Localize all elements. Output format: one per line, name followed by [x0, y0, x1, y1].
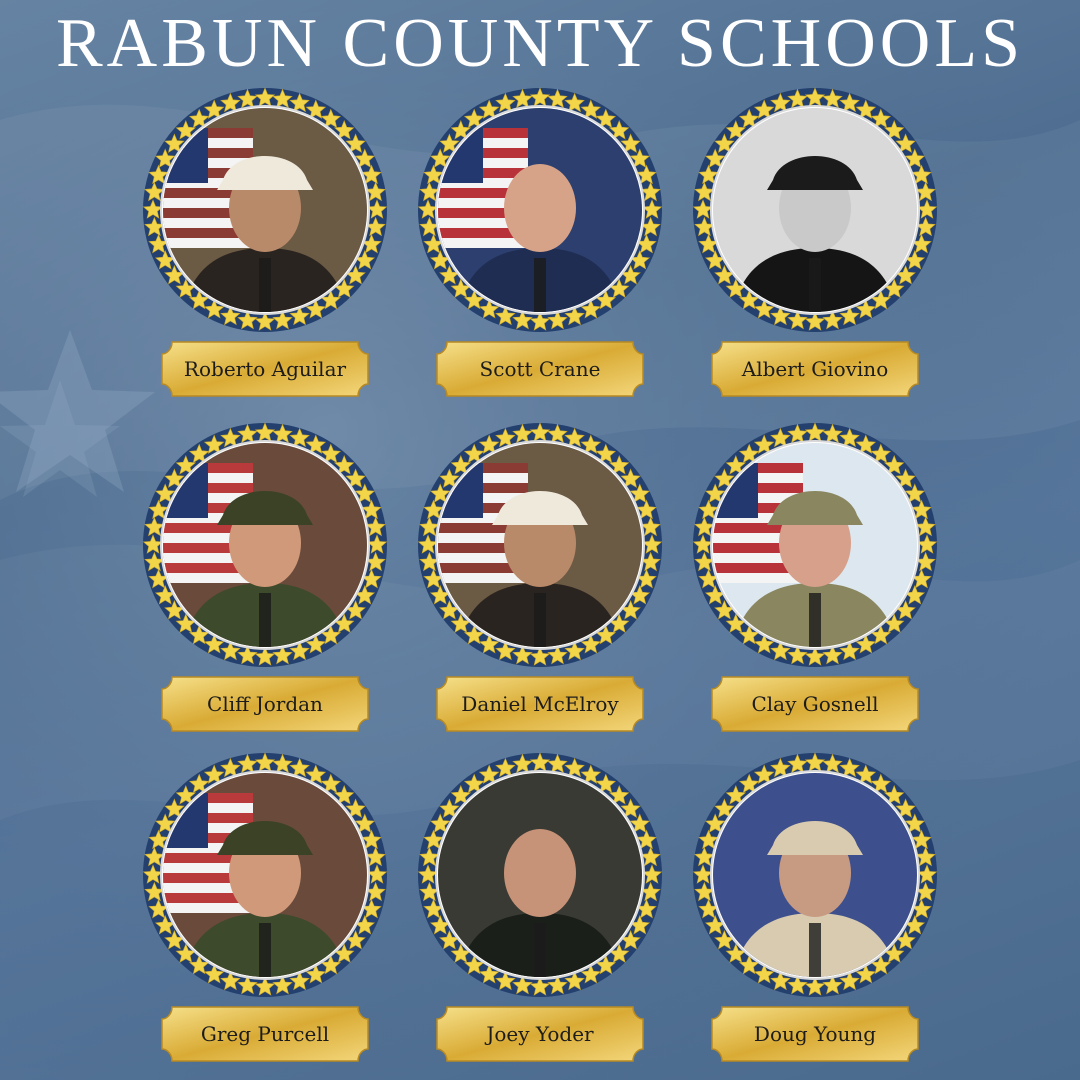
veteran-card — [685, 85, 945, 415]
nameplate — [710, 340, 920, 398]
veteran-name: Doug Young — [753, 1022, 877, 1046]
veteran-name: Roberto Aguilar — [183, 357, 347, 381]
star-medal-frame — [140, 750, 390, 1000]
veteran-card — [685, 420, 945, 750]
nameplate — [160, 1005, 370, 1063]
veteran-name: Scott Crane — [479, 357, 601, 381]
veteran-name: Cliff Jordan — [207, 692, 323, 716]
star-medal-frame — [690, 85, 940, 335]
nameplate — [710, 1005, 920, 1063]
veteran-name: Joey Yoder — [486, 1022, 594, 1046]
star-medal-frame — [140, 85, 390, 335]
nameplate — [435, 1005, 645, 1063]
nameplate — [710, 675, 920, 733]
veteran-name: Albert Giovino — [741, 357, 889, 381]
veteran-photo — [163, 773, 367, 977]
veteran-card — [135, 85, 395, 415]
veteran-name: Daniel McElroy — [461, 692, 619, 716]
veteran-card — [410, 85, 670, 415]
nameplate — [435, 675, 645, 733]
veteran-card — [135, 420, 395, 750]
veteran-card — [410, 420, 670, 750]
veteran-photo — [163, 443, 367, 647]
veteran-name: Clay Gosnell — [751, 692, 879, 716]
star-medal-frame — [690, 420, 940, 670]
nameplate — [160, 340, 370, 398]
star-medal-frame — [415, 750, 665, 1000]
veteran-name: Greg Purcell — [200, 1022, 330, 1046]
nameplate — [160, 675, 370, 733]
page-title: RABUN COUNTY SCHOOLS — [55, 5, 1025, 82]
veteran-card — [410, 750, 670, 1080]
veteran-photo — [713, 443, 917, 647]
star-medal-frame — [415, 85, 665, 335]
star-medal-frame — [140, 420, 390, 670]
veteran-photo — [438, 773, 642, 977]
veteran-photo — [438, 108, 642, 312]
veteran-card — [685, 750, 945, 1080]
star-medal-frame — [690, 750, 940, 1000]
star-medal-frame — [415, 420, 665, 670]
veteran-photo — [438, 443, 642, 647]
veteran-photo — [713, 108, 917, 312]
nameplate — [435, 340, 645, 398]
veteran-photo — [713, 773, 917, 977]
veteran-photo — [163, 108, 367, 312]
veteran-card — [135, 750, 395, 1080]
